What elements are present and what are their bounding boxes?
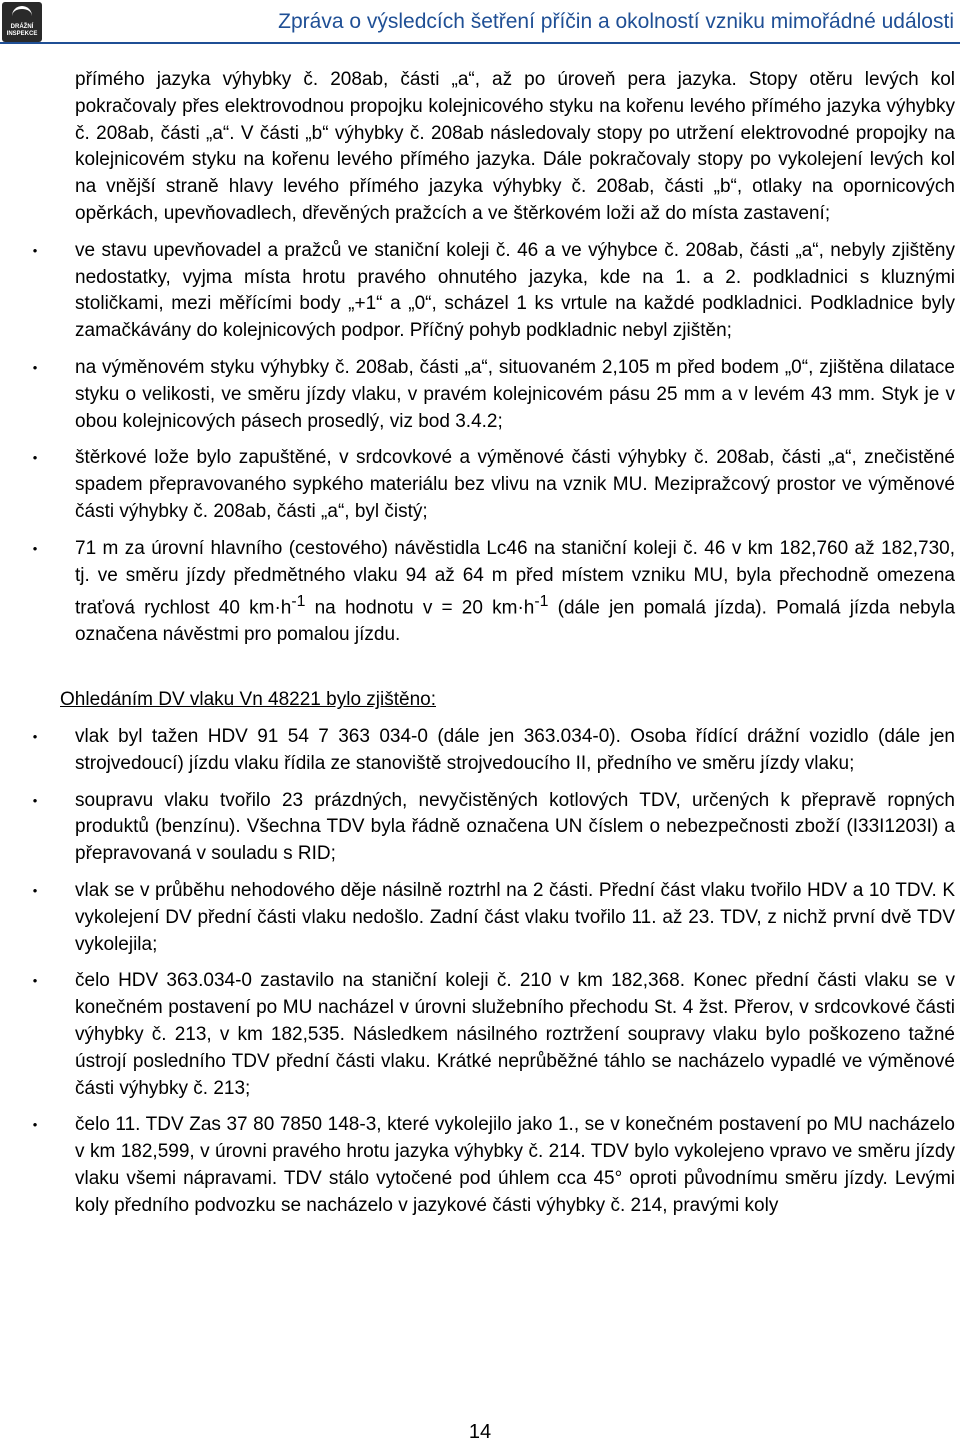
list-item-text: vlak se v průběhu nehodového děje násilně roztrhl na 2 části. Přední část vlaku tvořilo HDV a 10 TDV. K vykolejení DV přední části vlaku nedošlo. Zadní část vlaku tvořilo 11. až 23. TDV, z nichž první dvě TDV vykolejila; <box>75 880 955 955</box>
speed-unit-exponent: -1 <box>534 593 549 611</box>
logo-text: DRÁŽNÍ INSPEKCE <box>6 24 38 37</box>
list-item-text: čelo HDV 363.034-0 zastavilo na staniční koleji č. 210 v km 182,368. Konec přední části vlaku se v konečném postavení po MU nacházel v úrovni služebního přechodu St. 4 žst. Přerov, v srdcovkové části výhybky č. 213, v km 182,535. Následkem násilného roztržení soupravy vlaku bylo poškozeno tažné ústrojí posledního TDV přední části vlaku. Krátké neprůběžné táhlo se nacházelo vypadlé ve výměnové části výhybky č. 213; <box>75 970 955 1099</box>
bullet-icon: • <box>32 450 38 466</box>
speed-unit-exponent: -1 <box>291 593 306 611</box>
list-item <box>32 238 955 345</box>
list-item-text: na výměnovém styku výhybky č. 208ab, části „a“, situovaném 2,105 m před bodem „0“, zjištěna dilatace styku o velikosti, ve směru jízdy vlaku, v pravém kolejnicovém pásu 25 mm a v levém 43 mm. Styk je v obou kolejnicových pásech prosedlý, viz bod 3.4.2; <box>75 356 955 432</box>
list-item <box>32 355 955 435</box>
header-divider <box>0 42 960 44</box>
bullet-icon: • <box>32 973 38 989</box>
list-item <box>32 788 955 868</box>
list-item-text: čelo 11. TDV Zas 37 80 7850 148-3, které vykolejilo jako 1., se v konečném postavení po MU nacházelo v km 182,599, v úrovni pravého hrotu jazyka výhybky č. 214. TDV bylo vykolejeno vpravo ve směru jízdy vlaku všemi nápravami. TDV stálo vytočené pod úhlem cca 45° oproti původnímu směru jízdy. Levými koly předního podvozku se nacházelo v jazykové části výhybky č. 214, pravými koly <box>75 1114 955 1216</box>
page-header <box>0 0 960 44</box>
speed-text-part2: na hodnotu v = 20 km·h <box>305 597 535 619</box>
intro-paragraph: přímého jazyka výhybky č. 208ab, části „a“, až po úroveň pera jazyka. Stopy otěru levých kol pokračovaly přes elektrovodnou propojku kolejnicového styku na kořenu levého přímého jazyka výhybky č. 208ab, části „a“. V části „b“ výhybky č. 208ab následovaly stopy po utržení elektrovodné propojky na kolejnicovém styku na kořenu levého přímého jazyka. Dále pokračovaly stopy po vykolejení levých kol na vnější straně hlavy levého přímého jazyka výhybky č. 208ab, části „b“, otlaky na opornicových opěrkách, upevňovadlech, dřevěných pražcích a ve štěrkovém loži až do místa zastavení; <box>75 69 955 224</box>
bullet-icon: • <box>32 540 38 556</box>
list-item <box>32 968 955 1102</box>
speed-text-part3: (dále jen pomalá jízda). Pomalá jízda nebyla označena návěstmi pro pomalou jízdu. <box>75 597 956 646</box>
bullet-icon: • <box>32 883 38 899</box>
list-item-text: vlak byl tažen HDV 91 54 7 363 034-0 (dále jen 363.034-0). Osoba řídící drážní vozidlo (dále jen strojvedoucí) jízdu vlaku řídila ze stanoviště strojvedoucího II, předního ve směru jízdy vlaku; <box>75 726 955 774</box>
list-item <box>32 445 955 525</box>
speed-text-part1: 71 m za úrovní hlavního (cestového) návěstidla Lc46 na staniční koleji č. 46 v km 182,760 až 182,730, tj. ve směru jízdy předmětného vlaku 94 až 64 m před místem vzniku MU, byla přechodně omezena traťová rychlost 40 km·h <box>75 537 955 619</box>
list-item <box>32 1112 955 1219</box>
document-body <box>32 67 956 1220</box>
list-item-text: ve stavu upevňovadel a pražců ve staniční koleji č. 46 a ve výhybce č. 208ab, části „a“, nebyly zjištěny nedostatky, vyjma místa hrotu pravého ohnutého jazyka, kde na 1. a 2. podkladnici s kluznými stoličkami, mezi měřícími body „+1“ a „0“, scházel 1 ks vrtule na každé podkladnici. Podkladnice byly zamačkávány do kolejnicových podpor. Příčný pohyb podkladnic nebyl zjištěn; <box>75 239 955 342</box>
bullet-icon: • <box>32 242 38 258</box>
bullet-icon: • <box>32 729 38 745</box>
bullet-icon: • <box>32 792 38 808</box>
drazni-inspekce-logo <box>2 2 42 42</box>
list-item-speed-restriction <box>32 536 956 650</box>
list-item <box>32 878 955 958</box>
section-heading: Ohledáním DV vlaku Vn 48221 bylo zjištěno: <box>60 689 436 711</box>
logo-arc-icon <box>12 6 32 21</box>
list-item-text: štěrkové lože bylo zapuštěné, v srdcovkové a výměnové části výhybky č. 208ab, části „a“, znečistěné spadem přepravovaného sypkého materiálu bez vlivu na vznik MU. Mezipražcový prostor ve výměnové části výhybky č. 208ab, části „a“, byl čistý; <box>75 447 955 522</box>
list-item-text: soupravu vlaku tvořilo 23 prázdných, nevyčistěných kotlových TDV, určených k přepravě ropných produktů (benzínu). Všechna TDV byla řádně označena UN číslem o nebezpečnosti zboží (I33I1203I) a přepravovaná v souladu s RID; <box>75 789 955 865</box>
bullet-icon: • <box>32 359 38 375</box>
list-item <box>32 724 955 778</box>
document-title: Zpráva o výsledcích šetření příčin a okolností vzniku mimořádné události <box>278 10 954 33</box>
bullet-icon: • <box>32 1117 38 1133</box>
page-number: 14 <box>468 1421 492 1443</box>
